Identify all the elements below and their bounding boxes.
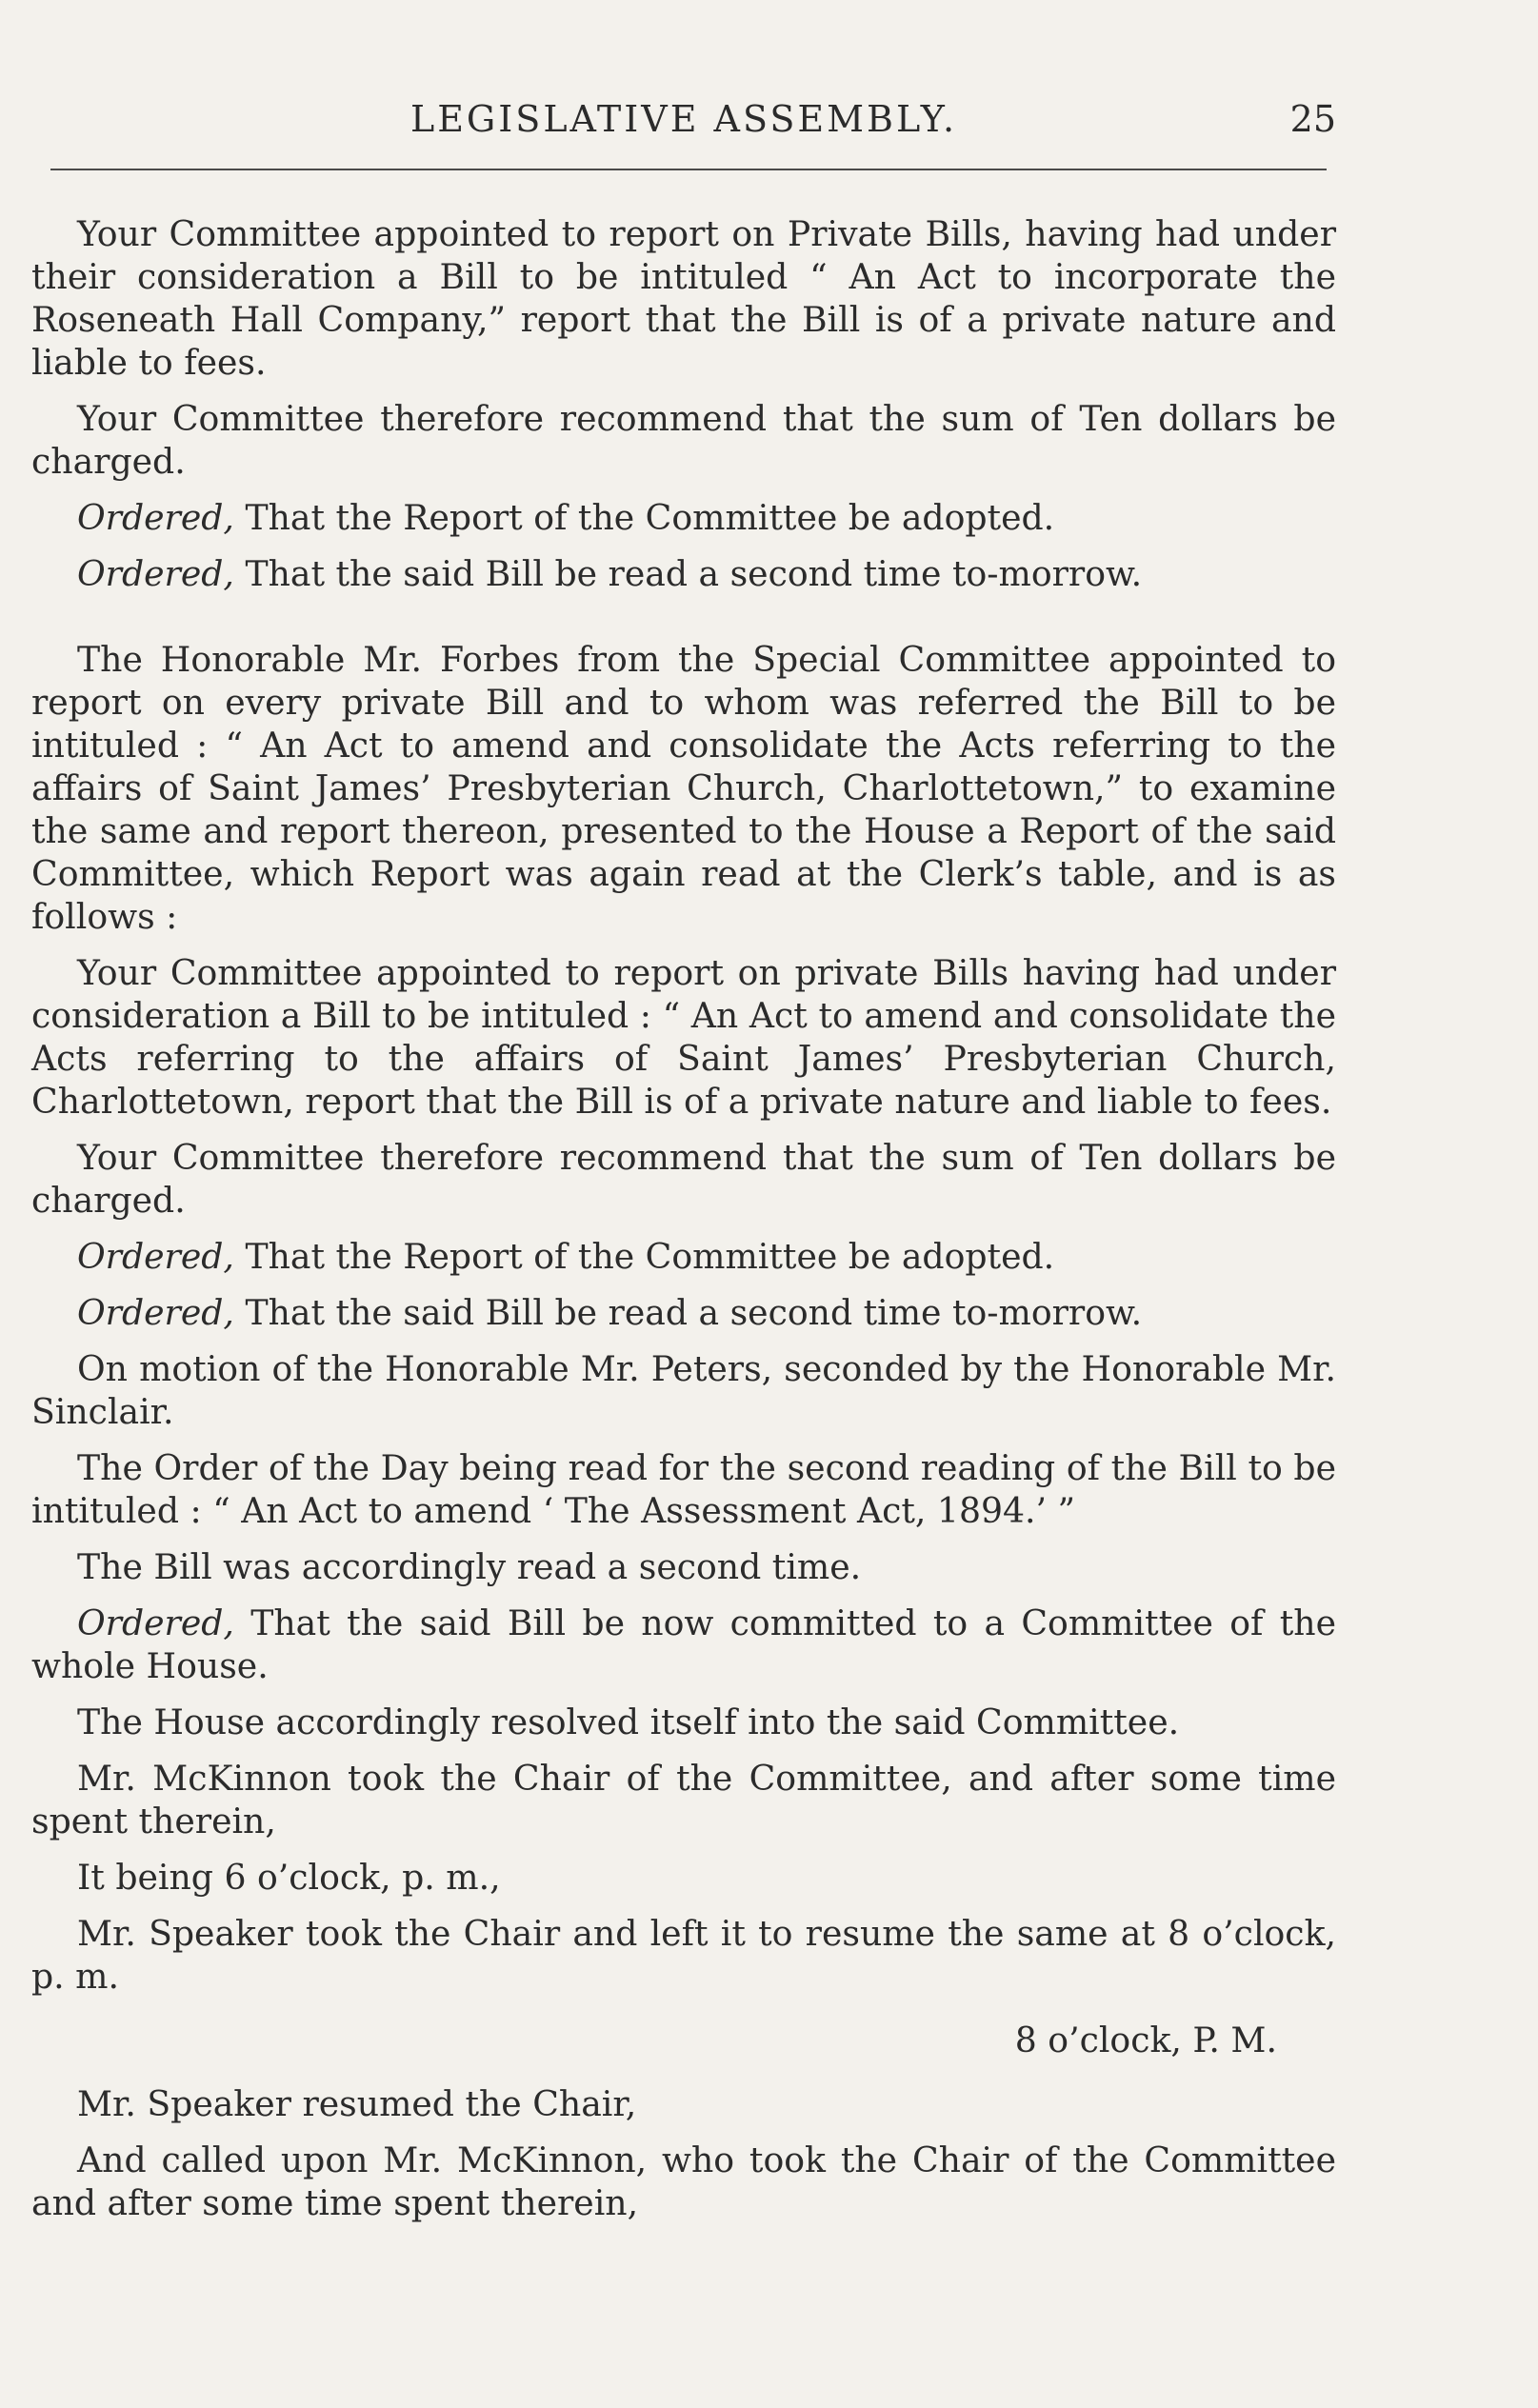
paragraph-ordered-report [31,1235,1336,1278]
paragraph-committee-report-st-james: Your Committee appointed to report on private Bills having had under consideration a Bill to be intituled : “ An Act to amend and consolidate the Acts referring to the affairs of Saint James’ Presbyterian Church, Charlottetown, report that the Bill is of a private nature and liable to fees. [31,952,1336,1122]
ordered-text: That the Report of the Committee be adopted. [233,1236,1055,1277]
paragraph-speaker-left: Mr. Speaker took the Chair and left it to resume the same at 8 o’clock, p. m. [31,1913,1336,1997]
ordered-text: That the said Bill be read a second time to-morrow. [233,553,1143,594]
paragraph-forbes-report: The Honorable Mr. Forbes from the Special Committee appointed to report on every private Bill and to whom was referred the Bill to be intituled : “ An Act to amend and consolidate the Acts referring to the affairs of Saint James’ Presbyterian Church, Charlottetown,” to examine the same and report thereon, presented to the House a Report of the said Committee, which Report was again read at the Clerk’s table, and is as follows : [31,639,1336,937]
page-header [31,90,1336,148]
document-body [31,212,1336,2224]
ordered-lead: Ordered, [77,1292,234,1333]
time-heading: 8 o’clock, P. M. [1014,2020,1277,2060]
paragraph-motion-peters: On motion of the Honorable Mr. Peters, seconded by the Honorable Mr. Sinclair. [31,1348,1336,1432]
paragraph-ordered-second-reading [31,552,1336,595]
header-rule [50,169,1327,170]
paragraph-committee-report-roseneath: Your Committee appointed to report on Private Bills, having had under their consideration a Bill to be intituled “ An Act to incorporate the Roseneath Hall Company,” report that the Bill is of a private nature and liable to fees. [31,213,1336,383]
ordered-text: That the Report of the Committee be adopted. [233,497,1055,538]
paragraph-ordered-report [31,496,1336,539]
paragraph-speaker-resumed: Mr. Speaker resumed the Chair, [77,2083,637,2124]
paragraph-six-oclock: It being 6 o’clock, p. m., [77,1857,501,1898]
paragraph-recommend-fee: Your Committee therefore recommend that the sum of Ten dollars be charged. [31,398,1336,482]
paragraph-order-of-day: The Order of the Day being read for the second reading of the Bill to be intituled : “ An Act to amend ‘ The Assessment Act, 1894.’ ” [31,1447,1336,1531]
ordered-text: That the said Bill be now committed to a Committee of the whole House. [31,1602,1336,1686]
paragraph-recommend-fee: Your Committee therefore recommend that the sum of Ten dollars be charged. [31,1137,1336,1221]
ordered-lead: Ordered, [77,553,234,594]
paragraph-house-resolved: The House accordingly resolved itself into the said Committee. [77,1702,1180,1742]
paragraph-ordered-committed [31,1602,1336,1687]
paragraph-called-mckinnon: And called upon Mr. McKinnon, who took the Chair of the Committee and after some time spent therein, [31,2139,1336,2223]
ordered-lead: Ordered, [77,1602,234,1643]
ordered-lead: Ordered, [77,1236,234,1277]
page-number: 25 [1289,98,1336,140]
ordered-lead: Ordered, [77,497,234,538]
document-page [31,90,1336,2238]
paragraph-mckinnon-chair: Mr. McKinnon took the Chair of the Committee, and after some time spent therein, [31,1758,1336,1841]
paragraph-second-reading: The Bill was accordingly read a second time. [77,1546,862,1587]
paragraph-ordered-second-reading [31,1291,1336,1334]
page-title: LEGISLATIVE ASSEMBLY. [409,98,958,140]
ordered-text: That the said Bill be read a second time to-morrow. [233,1292,1143,1333]
